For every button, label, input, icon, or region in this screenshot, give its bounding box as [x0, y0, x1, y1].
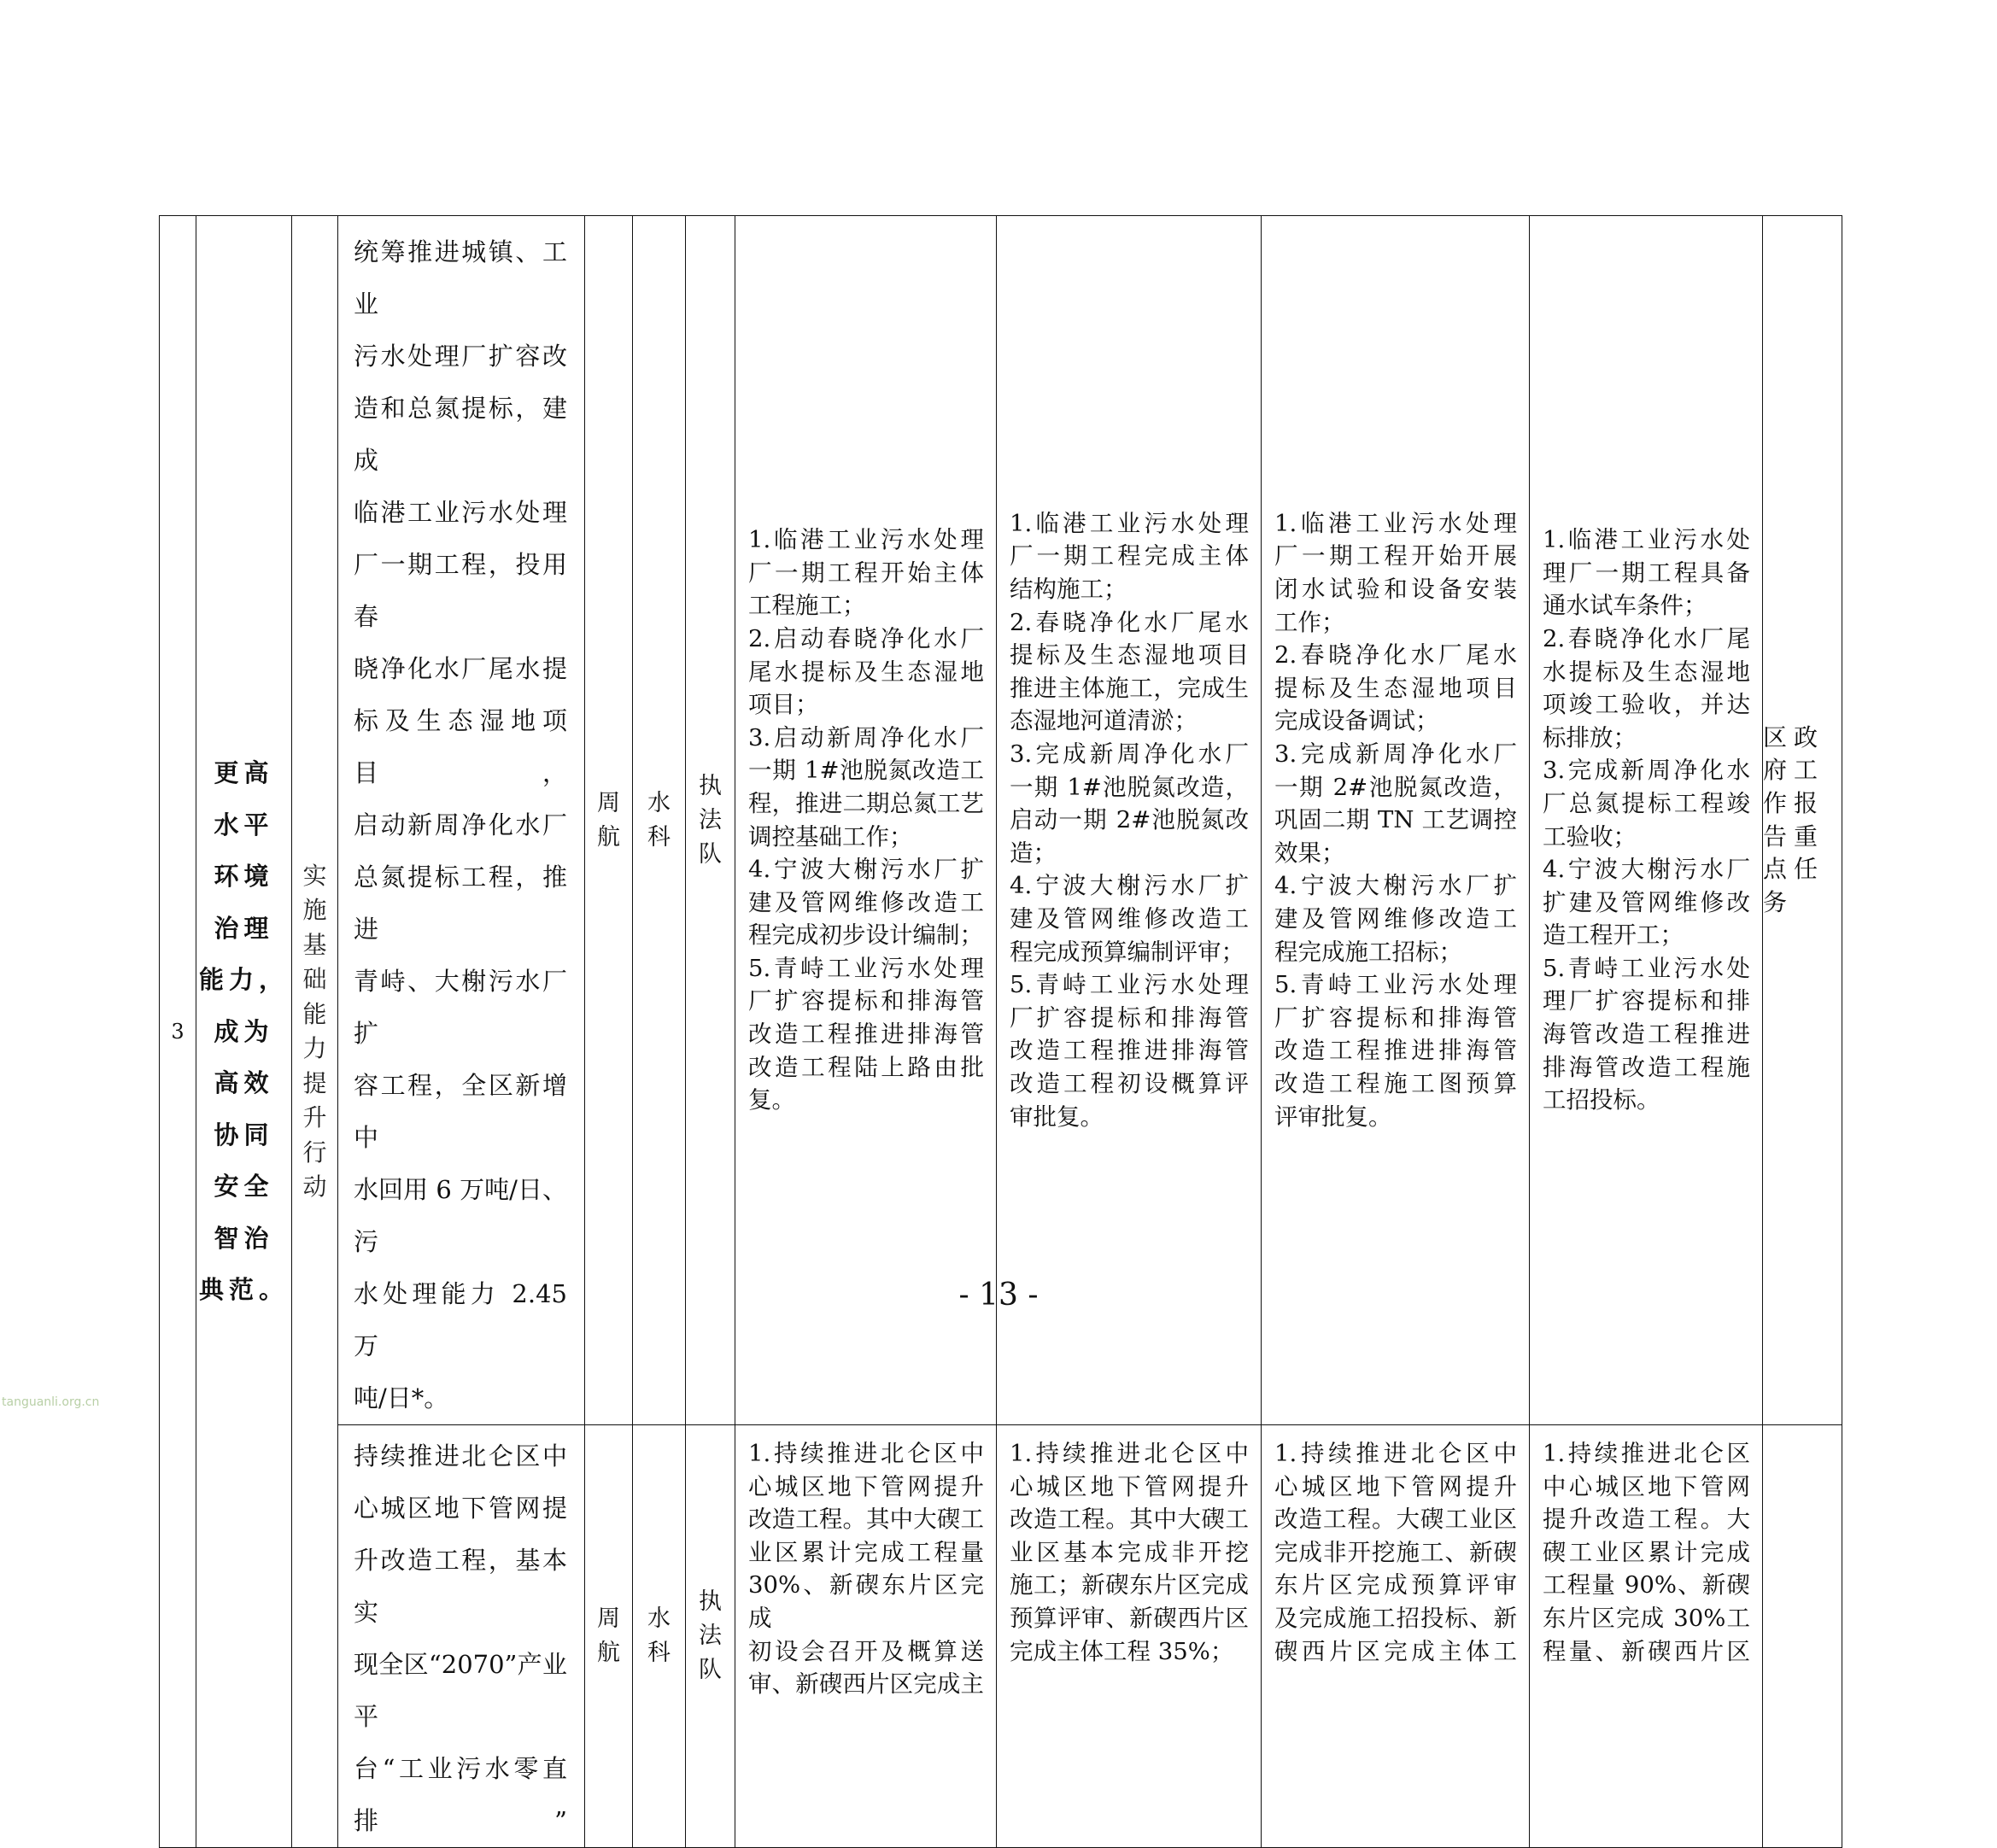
q4-cell — [1530, 1425, 1763, 1848]
text-line: 1.临港工业污水处 — [1543, 526, 1750, 554]
text-line: 工验收； — [1543, 822, 1637, 851]
text-line: 协同 — [214, 1120, 274, 1149]
text-line: 总氮提标工程，推进 — [354, 863, 567, 944]
text-line: 队 — [699, 840, 722, 868]
text-line: 水回用 6 万吨/日、污 — [354, 1175, 567, 1256]
watermark: tanguanli.org.cn — [2, 1395, 100, 1409]
action-cell — [292, 216, 338, 1848]
text-line: 程完成预算编制评审； — [1010, 938, 1244, 966]
text-line: 水平 — [214, 810, 274, 839]
text-line: 台“工业污水零直排” — [354, 1754, 567, 1835]
text-line: 项目； — [748, 691, 819, 719]
text-line: 施 — [302, 896, 327, 924]
table-row — [160, 216, 1842, 1425]
text-line: 水处理能力 2.45 万 — [354, 1279, 567, 1360]
text-line: 造； — [1010, 839, 1057, 867]
text-line: 复。 — [748, 1086, 795, 1114]
text-line: 航 — [597, 823, 620, 851]
text-line: 础 — [302, 965, 327, 993]
text-line: 一期 2#池脱氮改造， — [1274, 773, 1517, 801]
text-line: 执 — [699, 772, 722, 799]
text-line: 态湿地河道清淤； — [1010, 707, 1198, 735]
text-line: 更高 — [214, 758, 274, 788]
text-line: 3.完成新周净化水厂 — [1010, 740, 1249, 769]
text-line: 工程施工； — [748, 592, 866, 620]
department-cell — [633, 216, 686, 1425]
leader-cell — [585, 216, 633, 1425]
text-line: 改造工程初设概算评 — [1010, 1069, 1249, 1097]
text-line: 项竣工验收，并达 — [1543, 691, 1750, 719]
text-line: 30%、新碶东片区完成 — [748, 1571, 984, 1632]
q1-cell — [735, 216, 997, 1425]
table-row — [160, 1425, 1842, 1848]
text-line: 理厂一期工程具备 — [1543, 558, 1750, 587]
text-line: 启动新周净化水厂 — [354, 810, 567, 839]
text-line: 提升改造工程。大 — [1543, 1506, 1750, 1534]
text-line: 1.持续推进北仑区中 — [1010, 1440, 1249, 1467]
text-line: 科 — [647, 1640, 671, 1666]
q3-cell — [1262, 216, 1530, 1425]
text-line: 改造工程。大碶工业区 — [1274, 1506, 1517, 1534]
category-cell — [196, 216, 292, 1848]
text-line: 标及生态湿地项目， — [354, 706, 567, 787]
text-line: 程量、新碶西片区 — [1543, 1637, 1750, 1665]
description-cell — [338, 1425, 585, 1848]
text-line: 厂一期工程开始主体 — [748, 558, 984, 587]
text-line: 水 — [647, 1605, 671, 1632]
text-line: 建及管网维修改造工 — [748, 888, 984, 916]
text-line: 1.持续推进北仑区中 — [748, 1440, 984, 1467]
text-line: 5.青峙工业污水处理 — [748, 954, 984, 982]
text-line: 周 — [597, 1605, 620, 1632]
text-line: 初设会召开及概算送 — [748, 1637, 984, 1665]
text-line: 务 — [1763, 887, 1795, 916]
description-cell — [338, 216, 585, 1425]
text-line: 2.启动春晓净化水厂 — [748, 624, 984, 652]
task-table — [159, 215, 1842, 1848]
text-line: 完成非开挖施工、新碶 — [1274, 1538, 1517, 1566]
text-line: 改造工程推进排海管 — [1274, 1037, 1517, 1065]
text-line: 厂扩容提标和排海管 — [748, 987, 984, 1015]
text-line: 调控基础工作； — [748, 822, 913, 851]
text-line: 4.宁波大榭污水厂 — [1543, 856, 1750, 884]
q2-cell — [997, 1425, 1262, 1848]
team-cell — [686, 1425, 735, 1848]
text-line: 智治 — [214, 1223, 274, 1253]
q1-cell — [735, 1425, 997, 1848]
text-line: 程完成施工招标； — [1274, 938, 1462, 966]
text-line: 污水处理厂扩容改 — [354, 342, 567, 371]
text-line: 通水试车条件； — [1543, 592, 1707, 620]
text-line: 程，推进二期总氮工艺 — [748, 789, 984, 817]
text-line: 4.宁波大榭污水厂扩 — [1010, 872, 1249, 900]
text-line: 标排放； — [1543, 723, 1637, 751]
text-line: 审、新碶西片区完成主 — [748, 1670, 984, 1699]
text-line: 4.宁波大榭污水厂扩 — [748, 856, 984, 884]
text-line: 安全 — [214, 1172, 274, 1202]
text-line: 2.春晓净化水厂尾水 — [1274, 641, 1517, 670]
text-line: 5.青峙工业污水处理 — [1010, 971, 1249, 999]
text-line: 实 — [302, 861, 327, 890]
text-line: 扩建及管网维修改 — [1543, 888, 1750, 916]
text-line: 业区累计完成工程量 — [748, 1538, 984, 1566]
text-line: 厂一期工程开始开展 — [1274, 542, 1517, 570]
text-line: 法 — [699, 806, 722, 833]
text-line: 程完成初步设计编制； — [748, 921, 983, 950]
text-line: 心城区地下管网提升 — [1274, 1472, 1517, 1500]
text-line: 2.春晓净化水厂尾水 — [1010, 608, 1249, 636]
text-line: 碶工业区累计完成 — [1543, 1538, 1750, 1566]
text-line: 心城区地下管网提升 — [748, 1472, 984, 1500]
text-line: 东片区完成 30%工 — [1543, 1604, 1750, 1632]
text-line: 水提标及生态湿地 — [1543, 658, 1750, 686]
text-line: 建及管网维修改造工 — [1010, 904, 1249, 933]
text-line: 科 — [647, 823, 671, 851]
text-line: 一期 1#池脱氮改造工 — [748, 757, 984, 785]
text-line: 环境 — [214, 862, 274, 892]
text-line: 造和总氮提标，建成 — [354, 394, 567, 475]
text-line: 提标及生态湿地项目 — [1274, 674, 1517, 702]
text-line: 改造工程施工图预算 — [1274, 1069, 1517, 1097]
text-line: 4.宁波大榭污水厂扩 — [1274, 872, 1517, 900]
text-line: 完成主体工程 35%； — [1010, 1637, 1234, 1665]
text-line: 预算评审、新碶西片区 — [1010, 1604, 1249, 1632]
text-line: 完成设备调试； — [1274, 707, 1439, 735]
text-line: 改造工程。其中大碶工 — [748, 1506, 984, 1534]
text-line: 审批复。 — [1010, 1102, 1104, 1131]
text-line: 周 — [597, 789, 620, 816]
text-line: 青峙、大榭污水厂扩 — [354, 967, 567, 1048]
text-line: 能力， — [198, 965, 289, 995]
text-line: 厂扩容提标和排海管 — [1010, 1003, 1249, 1032]
text-line: 区政 — [1763, 722, 1825, 751]
text-line: 厂一期工程，投用春 — [354, 550, 567, 631]
text-line: 尾水提标及生态湿地 — [748, 658, 984, 686]
q2-cell — [997, 216, 1262, 1425]
text-line: 持续推进北仑区中 — [354, 1442, 567, 1471]
text-line: 1.临港工业污水处理 — [1010, 509, 1249, 537]
text-line: 5.青峙工业污水处理 — [1274, 971, 1517, 999]
text-line: 1.临港工业污水处理 — [1274, 509, 1517, 537]
text-line: 推进主体施工，完成生 — [1010, 674, 1249, 702]
q4-cell — [1530, 216, 1763, 1425]
text-line: 厂扩容提标和排海管 — [1274, 1003, 1517, 1032]
text-line: 改造工程。其中大碶工 — [1010, 1506, 1249, 1534]
text-line: 海管改造工程推进 — [1543, 1020, 1750, 1049]
text-line: 业区基本完成非开挖 — [1010, 1538, 1249, 1566]
text-line: 水 — [647, 789, 671, 816]
text-line: 工程量 90%、新碶 — [1543, 1571, 1750, 1599]
text-line: 东片区完成预算评审 — [1274, 1571, 1517, 1599]
text-line: 升 — [302, 1103, 327, 1132]
serial-number: 3 — [160, 216, 196, 1848]
text-line: 巩固二期 TN 工艺调控 — [1274, 806, 1517, 834]
text-line: 及完成施工招投标、新 — [1274, 1604, 1517, 1632]
text-line: 1.临港工业污水处理 — [748, 526, 984, 554]
text-line: 现全区“2070”产业平 — [354, 1650, 567, 1731]
text-line: 3.完成新周净化水厂 — [1274, 740, 1517, 769]
page-number: - 13 - — [958, 1278, 1039, 1313]
text-line: 评审批复。 — [1274, 1102, 1392, 1131]
text-line: 基 — [302, 930, 327, 959]
text-line: 1.持续推进北仑区中 — [1274, 1440, 1517, 1467]
text-line: 心城区地下管网提升 — [1010, 1472, 1249, 1500]
text-line: 闭水试验和设备安装 — [1274, 576, 1517, 604]
text-line: 一期 1#池脱氮改造， — [1010, 773, 1249, 801]
text-line: 工招投标。 — [1543, 1086, 1660, 1114]
text-line: 效果； — [1274, 839, 1345, 867]
text-line: 能 — [302, 999, 327, 1028]
text-line: 改造工程推进排海管 — [1010, 1037, 1249, 1065]
text-line: 航 — [597, 1640, 620, 1666]
text-line: 改造工程陆上路由批 — [748, 1053, 984, 1081]
text-line: 告重 — [1763, 822, 1825, 851]
text-line: 5.青峙工业污水处 — [1543, 954, 1750, 982]
text-line: 施工；新碶东片区完成 — [1010, 1571, 1249, 1599]
text-line: 改造工程推进排海管 — [748, 1020, 984, 1049]
text-line: 升改造工程，基本实 — [354, 1546, 567, 1627]
text-line: 执 — [699, 1588, 722, 1615]
text-line: 工作； — [1274, 608, 1345, 636]
text-line: 法 — [699, 1623, 722, 1649]
text-line: 成为 — [214, 1016, 274, 1046]
text-line: 1.持续推进北仑区 — [1543, 1440, 1750, 1467]
note-cell — [1763, 1425, 1842, 1848]
text-line: 3.完成新周净化水 — [1543, 757, 1750, 785]
text-line: 3.启动新周净化水厂 — [748, 723, 984, 751]
text-line: 力 — [302, 1034, 327, 1062]
q3-cell — [1262, 1425, 1530, 1848]
team-cell — [686, 216, 735, 1425]
leader-cell — [585, 1425, 633, 1848]
text-line: 作报 — [1763, 788, 1825, 817]
text-line: 队 — [699, 1657, 722, 1683]
department-cell — [633, 1425, 686, 1848]
text-line: 碶西片区完成主体工 — [1274, 1637, 1517, 1665]
text-line: 典范。 — [198, 1275, 289, 1305]
text-line: 建及管网维修改造工 — [1274, 904, 1517, 933]
text-line: 厂总氮提标工程竣 — [1543, 789, 1750, 817]
text-line: 府工 — [1763, 756, 1825, 785]
text-line: 统筹推进城镇、工业 — [354, 237, 567, 319]
text-line: 中心城区地下管网 — [1543, 1472, 1750, 1500]
text-line: 厂一期工程完成主体 — [1010, 542, 1249, 570]
text-line: 临港工业污水处理 — [354, 498, 567, 527]
text-line: 晓净化水厂尾水提 — [354, 654, 567, 683]
text-line: 高效 — [214, 1068, 274, 1098]
text-line: 容工程，全区新增中 — [354, 1071, 567, 1152]
text-line: 动 — [302, 1173, 327, 1201]
text-line: 心城区地下管网提 — [354, 1494, 567, 1523]
note-cell — [1763, 216, 1842, 1425]
text-line: 2.春晓净化水厂尾 — [1543, 624, 1750, 652]
text-line: 行 — [302, 1137, 327, 1167]
text-line: 启动一期 2#池脱氮改 — [1010, 806, 1249, 834]
text-line: 理厂扩容提标和排 — [1543, 987, 1750, 1015]
text-line: 提 — [302, 1068, 327, 1097]
text-line: 吨/日*。 — [354, 1383, 449, 1412]
text-line: 治理 — [214, 913, 274, 943]
text-line: 提标及生态湿地项目 — [1010, 641, 1249, 670]
text-line: 结构施工； — [1010, 576, 1127, 604]
text-line: 排海管改造工程施 — [1543, 1053, 1750, 1081]
text-line: 点任 — [1763, 855, 1825, 884]
text-line: 造工程开工； — [1543, 921, 1684, 950]
